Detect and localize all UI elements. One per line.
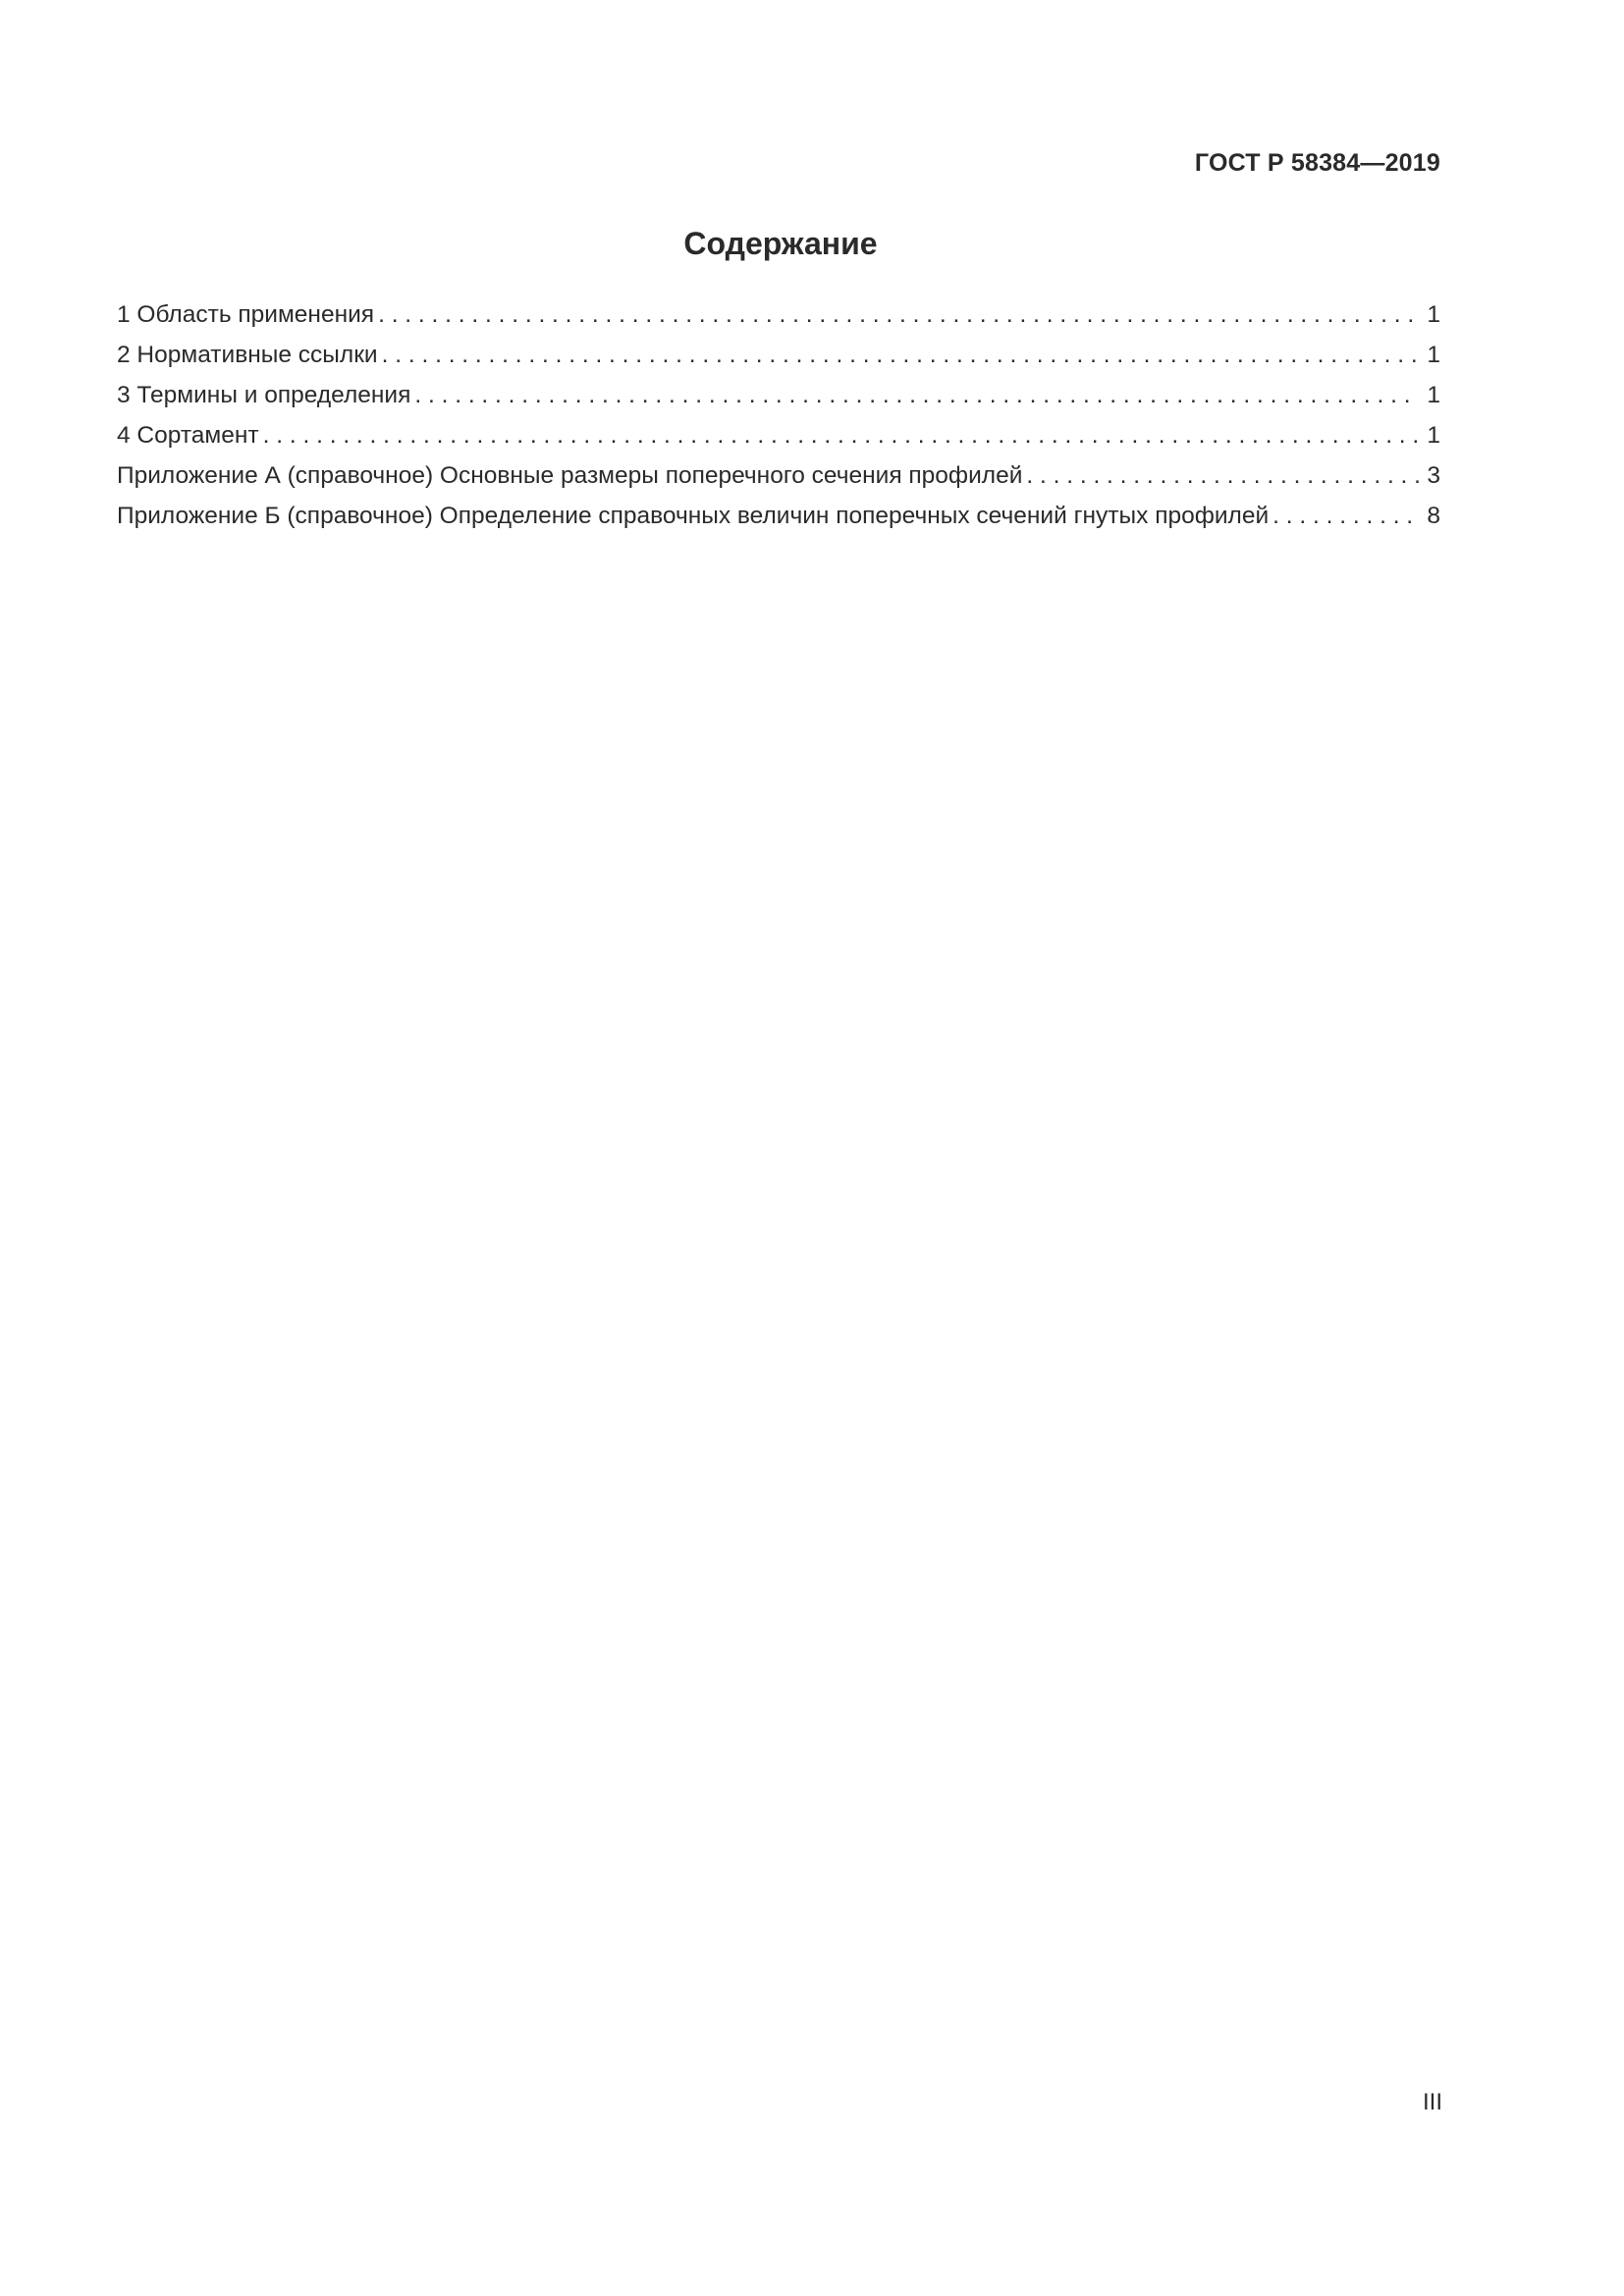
document-code: ГОСТ Р 58384—2019 [1194, 149, 1440, 177]
toc-entry-assortment[interactable] [117, 415, 1440, 455]
toc-entry-label: Приложение А (справочное) Основные размеры поперечного сечения профилей [117, 462, 1023, 489]
toc-entry-page: 1 [1427, 382, 1440, 408]
toc-title: Содержание [683, 226, 878, 261]
toc-dot-leader [263, 415, 1420, 455]
toc-entry-appendix-a[interactable] [117, 455, 1440, 496]
toc-entry-page: 1 [1427, 342, 1440, 368]
toc-entry-label: 3 Термины и определения [117, 382, 411, 408]
toc-entry-label: 1 Область применения [117, 301, 375, 328]
toc-entry-page: 1 [1427, 422, 1440, 449]
toc-entry-terms-definitions[interactable] [117, 375, 1440, 415]
toc-list [117, 294, 1440, 536]
toc-entry-page: 8 [1427, 503, 1440, 529]
toc-dot-leader [1272, 496, 1419, 536]
toc-entry-appendix-b[interactable] [117, 496, 1440, 536]
toc-dot-leader [1026, 455, 1419, 496]
page-number: III [1422, 2089, 1442, 2115]
toc-entry-label: 2 Нормативные ссылки [117, 342, 378, 368]
toc-dot-leader [382, 335, 1420, 375]
toc-entry-page: 1 [1427, 301, 1440, 328]
toc-dot-leader [414, 375, 1419, 415]
toc-entry-normative-references[interactable] [117, 335, 1440, 375]
toc-entry-page: 3 [1427, 462, 1440, 489]
toc-entry-scope[interactable] [117, 294, 1440, 335]
toc-entry-label: 4 Сортамент [117, 422, 259, 449]
toc-entry-label: Приложение Б (справочное) Определение справочных величин поперечных сечений гнутых профилей [117, 503, 1270, 529]
toc-dot-leader [378, 294, 1419, 335]
